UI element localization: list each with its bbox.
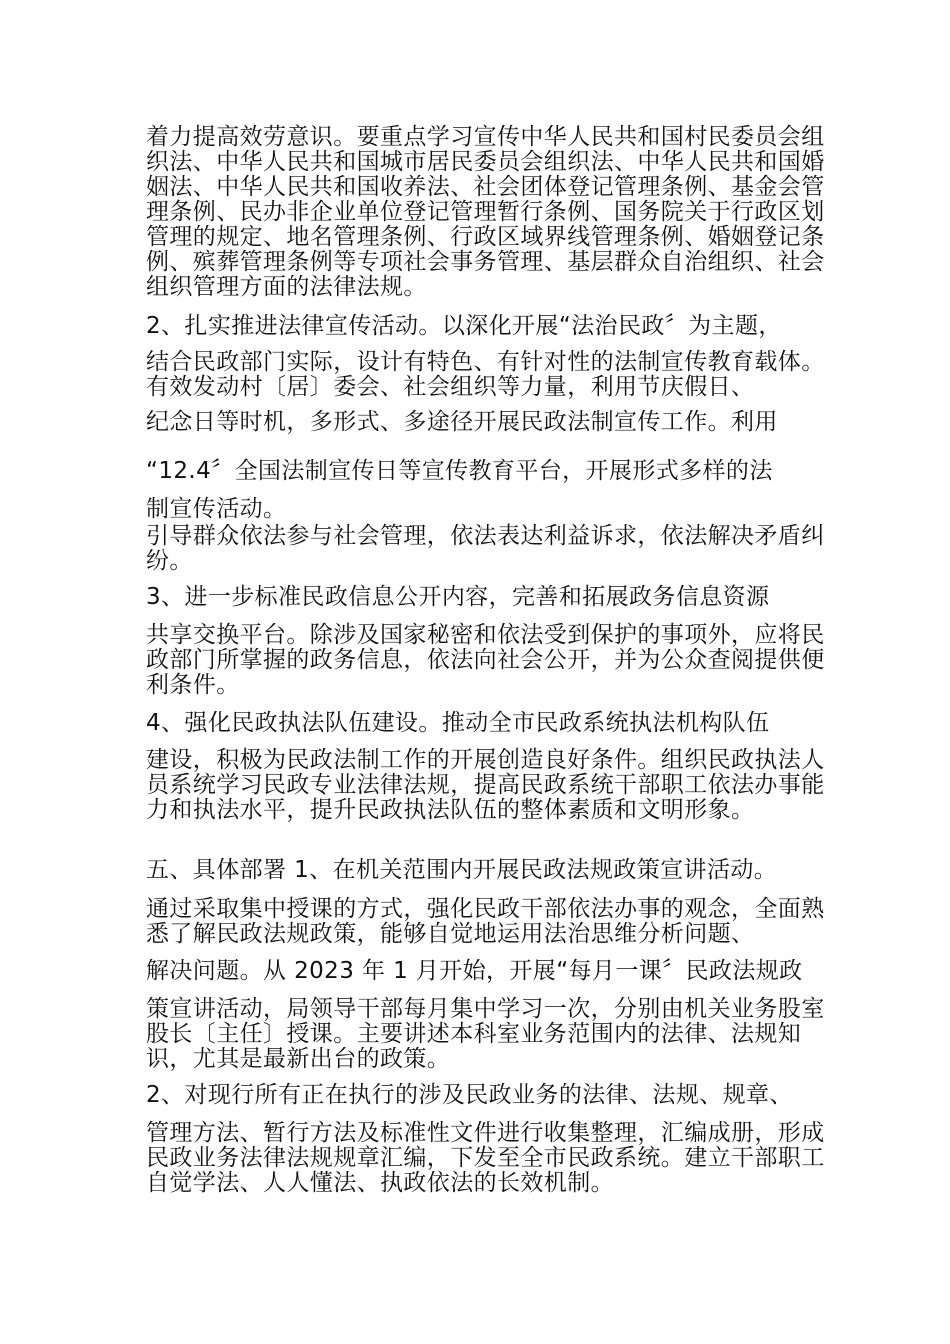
paragraph-item-4-heading: 4、强化民政执法队伍建设。推动全市民政系统执法机构队伍: [146, 710, 770, 736]
paragraph-study-laws: 着力提高效劳意识。要重点学习宣传中华人民共和国村民委员会组织法、中华人民共和国城市居民委员会组织法、中华人民共和国婚姻法、中华人民共和国收养法、社会团体登记管理条例、基金会管理条例、民办非企业单位登记管理暂行条例、国务院关于行政区划管理的规定、地名管理条例、行政区域界线管理条例、婚姻登记条例、殡葬管理条例等专项社会事务管理、基层群众自治组织、社会组织管理方面的法律法规。: [146, 124, 825, 300]
paragraph-item-3-body: 共享交换平台。除涉及国家秘密和依法受到保护的事项外，应将民政部门所掌握的政务信息，依法向社会公开，并为公众查阅提供便利条件。: [146, 622, 825, 698]
paragraph-item-2-continued: 纪念日等时机，多形式、多途径开展民政法制宣传工作。利用: [146, 409, 778, 435]
paragraph-item-4-body: 建设，积极为民政法制工作的开展创造良好条件。组织民政执法人员系统学习民政专业法律法规，提高民政系统干部职工依法办事能力和执法水平，提升民政执法队伍的整体素质和文明形象。: [146, 747, 825, 823]
paragraph-law-day: “12.4〞全国法制宣传日等宣传教育平台，开展形式多样的法: [146, 458, 773, 484]
paragraph-item-3-heading: 3、进一步标准民政信息公开内容，完善和拓展政务信息资源: [146, 584, 770, 610]
paragraph-lecture-details: 策宣讲活动，局领导干部每月集中学习一次，分别由机关业务股室股长〔主任〕授课。主要讲述本科室业务范围内的法律、法规知识，尤其是最新出台的政策。: [146, 996, 825, 1072]
paragraph-section-5-heading: 五、具体部署 1、在机关范围内开展民政法规政策宣讲活动。: [146, 857, 778, 883]
paragraph-item-2-heading: 2、扎实推进法律宣传活动。以深化开展“法治民政〞为主题，: [146, 313, 782, 339]
paragraph-item-2-collection-heading: 2、对现行所有正在执行的涉及民政业务的法律、法规、规章、: [146, 1082, 793, 1108]
paragraph-item-2-body: 结合民政部门实际，设计有特色、有针对性的法制宣传教育载体。有效发动村〔居〕委会、社会组织等力量，利用节庆假日、: [146, 349, 825, 400]
paragraph-guide-public: 引导群众依法参与社会管理，依法表达利益诉求，依法解决矛盾纠纷。: [146, 523, 825, 574]
paragraph-item-2-collection-body: 管理方法、暂行方法及标准性文件进行收集整理，汇编成册，形成民政业务法律法规规章汇编，下发至全市民政系统。建立干部职工自觉学法、人人懂法、执政依法的长效机制。: [146, 1120, 825, 1196]
paragraph-monthly-class: 解决问题。从 2023 年 1 月开始，开展“每月一课〞民政法规政: [146, 958, 803, 984]
paragraph-law-activities: 制宣传活动。: [146, 496, 287, 522]
paragraph-section-5-body: 通过采取集中授课的方式，强化民政干部依法办事的观念，全面熟悉了解民政法规政策，能够自觉地运用法治思维分析问题、: [146, 896, 825, 947]
